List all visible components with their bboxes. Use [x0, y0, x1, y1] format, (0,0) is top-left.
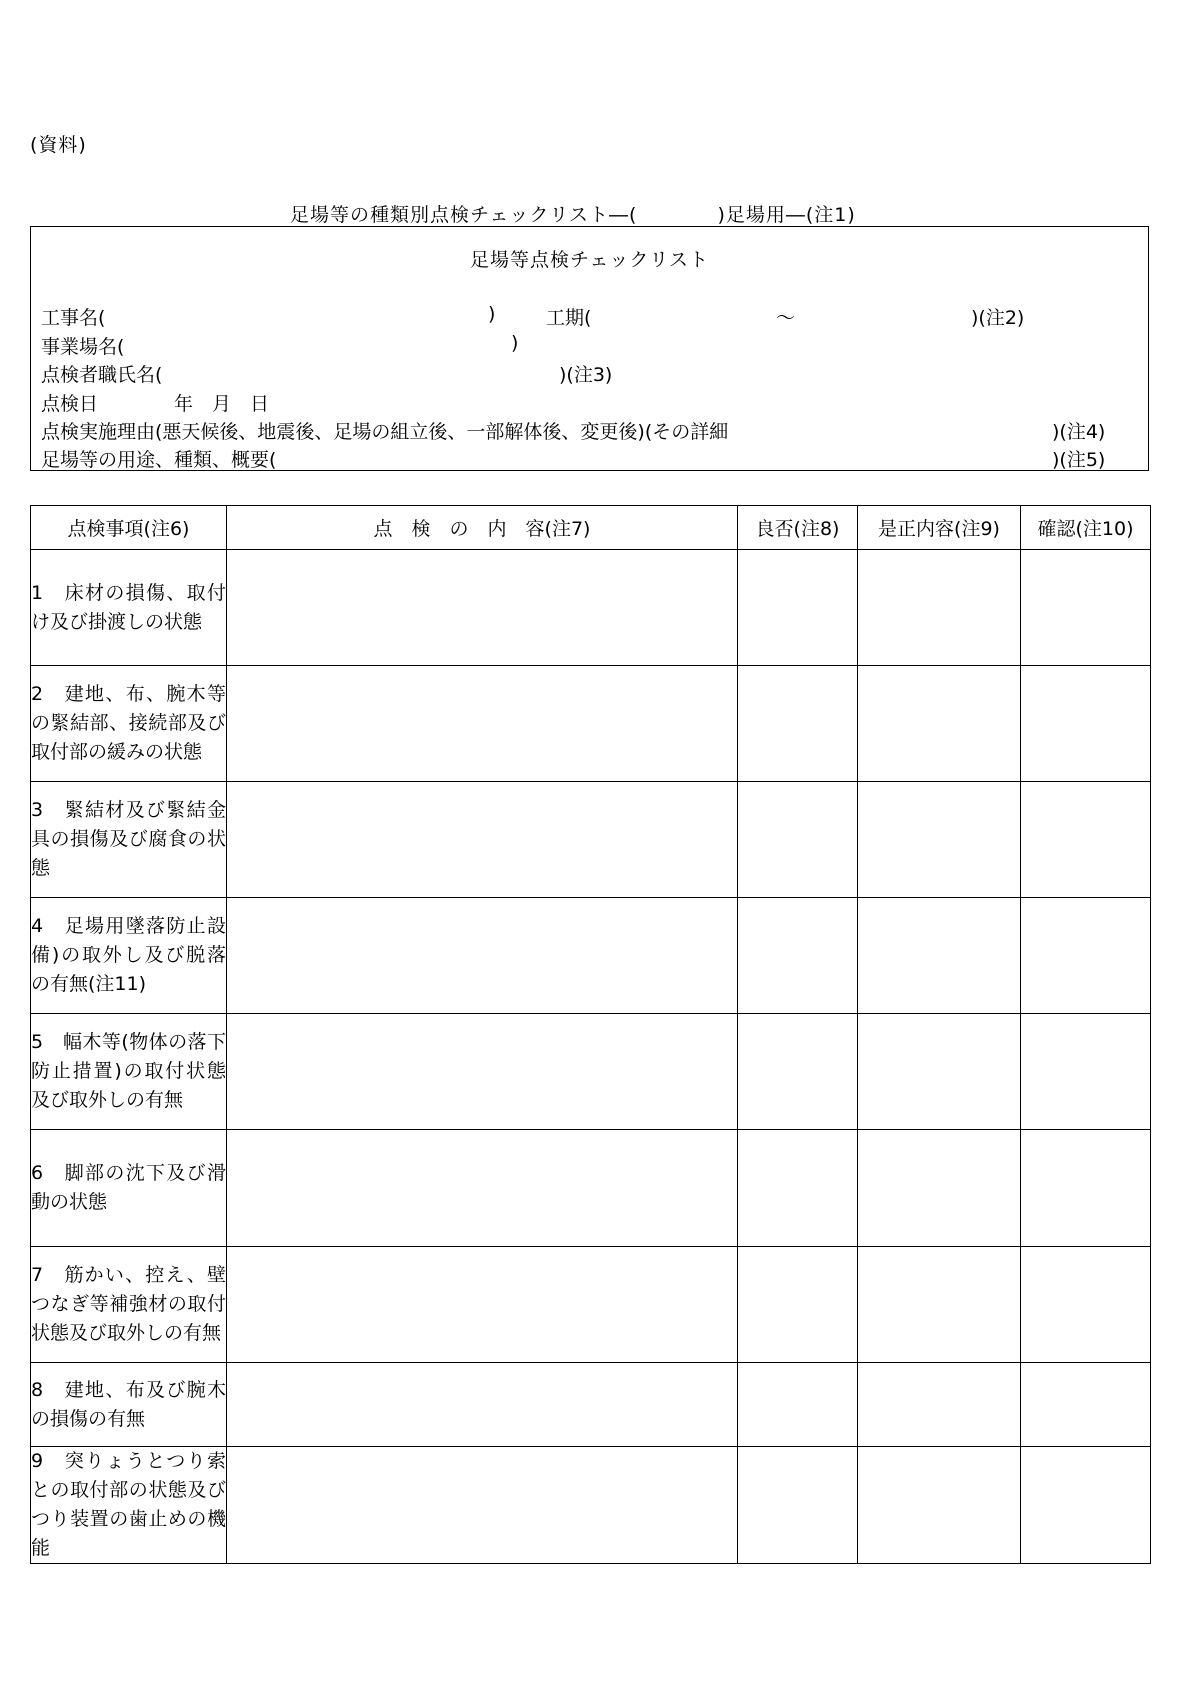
table-row [31, 782, 1151, 898]
workplace-name-label: 事業場名( [41, 336, 125, 358]
inspection-item-cell [31, 1247, 227, 1363]
column-header-pass-fail: 良否(注8) [738, 506, 858, 550]
inspection-item-text: 7 筋かい、控え、壁つなぎ等補強材の取付状態及び取外しの有無 [31, 1264, 226, 1344]
confirmation-cell[interactable] [1021, 1247, 1151, 1363]
checklist-box-title: 足場等点検チェックリスト [469, 249, 710, 271]
page-title: 足場等の種類別点検チェックリスト―( )足場用―(注1) [290, 204, 856, 226]
confirmation-cell[interactable] [1021, 1130, 1151, 1247]
inspection-item-cell [31, 1014, 227, 1130]
table-row [31, 1447, 1151, 1564]
column-header-inspection-content: 点 検 の 内 容(注7) [227, 506, 738, 550]
workplace-name-close: ) [511, 332, 519, 354]
inspector-note: )(注3) [559, 364, 613, 386]
column-header-inspection-item: 点検事項(注6) [31, 506, 227, 550]
inspection-item-text: 4 足場用墜落防止設備)の取外し及び脱落の有無(注11) [31, 915, 226, 995]
table-row [31, 1363, 1151, 1447]
corrective-action-cell[interactable] [858, 1014, 1021, 1130]
pass-fail-cell[interactable] [738, 550, 858, 666]
period-tilde: ～ [776, 307, 796, 329]
content-cell[interactable] [227, 666, 738, 782]
pass-fail-cell[interactable] [738, 1014, 858, 1130]
corrective-action-cell[interactable] [858, 666, 1021, 782]
inspection-item-cell [31, 666, 227, 782]
table-row [31, 550, 1151, 666]
inspection-item-cell [31, 1130, 227, 1247]
content-cell[interactable] [227, 898, 738, 1014]
inspection-item-text: 2 建地、布、腕木等の緊結部、接続部及び取付部の緩みの状態 [31, 683, 226, 763]
reference-label: (資料) [30, 134, 87, 156]
confirmation-cell[interactable] [1021, 782, 1151, 898]
content-cell[interactable] [227, 782, 738, 898]
usage-label: 足場等の用途、種類、概要( [41, 449, 277, 471]
table-row [31, 898, 1151, 1014]
pass-fail-cell[interactable] [738, 666, 858, 782]
inspection-reason-label: 点検実施理由(悪天候後、地震後、足場の組立後、一部解体後、変更後)(その詳細 [41, 421, 729, 443]
content-cell[interactable] [227, 1447, 738, 1564]
checklist-header-box [30, 226, 1149, 471]
confirmation-cell[interactable] [1021, 1363, 1151, 1447]
table-row [31, 1247, 1151, 1363]
content-cell[interactable] [227, 1363, 738, 1447]
inspection-item-cell [31, 1447, 227, 1564]
confirmation-cell[interactable] [1021, 1447, 1151, 1564]
content-cell[interactable] [227, 550, 738, 666]
confirmation-cell[interactable] [1021, 1014, 1151, 1130]
inspection-item-text: 1 床材の損傷、取付け及び掛渡しの状態 [31, 581, 226, 633]
confirmation-cell[interactable] [1021, 550, 1151, 666]
period-label: 工期( [546, 307, 592, 329]
inspection-item-text: 8 建地、布及び腕木の損傷の有無 [31, 1378, 226, 1430]
inspection-checklist-table [30, 505, 1151, 1564]
inspection-item-text: 6 脚部の沈下及び滑動の状態 [31, 1162, 226, 1213]
column-header-corrective-action: 是正内容(注9) [858, 506, 1021, 550]
table-row [31, 1130, 1151, 1247]
corrective-action-cell[interactable] [858, 1363, 1021, 1447]
construction-name-close: ) [488, 303, 496, 325]
inspector-label: 点検者職氏名( [41, 364, 163, 386]
table-row [31, 1014, 1151, 1130]
content-cell[interactable] [227, 1130, 738, 1247]
pass-fail-cell[interactable] [738, 1247, 858, 1363]
usage-note: )(注5) [1052, 449, 1106, 471]
inspection-reason-note: )(注4) [1052, 421, 1106, 443]
inspection-item-text: 3 緊結材及び緊結金具の損傷及び腐食の状態 [31, 799, 226, 879]
table-row [31, 666, 1151, 782]
inspection-item-cell [31, 898, 227, 1014]
inspection-item-cell [31, 782, 227, 898]
confirmation-cell[interactable] [1021, 666, 1151, 782]
corrective-action-cell[interactable] [858, 782, 1021, 898]
content-cell[interactable] [227, 1014, 738, 1130]
pass-fail-cell[interactable] [738, 898, 858, 1014]
corrective-action-cell[interactable] [858, 550, 1021, 666]
pass-fail-cell[interactable] [738, 1447, 858, 1564]
period-note: )(注2) [971, 307, 1025, 329]
inspection-item-text: 5 幅木等(物体の落下防止措置)の取付状態及び取外しの有無 [31, 1031, 226, 1111]
corrective-action-cell[interactable] [858, 898, 1021, 1014]
table-header-row [31, 506, 1151, 550]
corrective-action-cell[interactable] [858, 1130, 1021, 1247]
corrective-action-cell[interactable] [858, 1247, 1021, 1363]
pass-fail-cell[interactable] [738, 1363, 858, 1447]
inspection-item-text: 9 突りょうとつり索との取付部の状態及びつり装置の歯止めの機能 [31, 1450, 226, 1559]
content-cell[interactable] [227, 1247, 738, 1363]
inspection-item-cell [31, 550, 227, 666]
confirmation-cell[interactable] [1021, 898, 1151, 1014]
pass-fail-cell[interactable] [738, 1130, 858, 1247]
pass-fail-cell[interactable] [738, 782, 858, 898]
inspection-item-cell [31, 1363, 227, 1447]
construction-name-label: 工事名( [41, 307, 106, 329]
corrective-action-cell[interactable] [858, 1447, 1021, 1564]
inspection-date: 点検日 年 月 日 [41, 393, 270, 415]
column-header-confirmation: 確認(注10) [1021, 506, 1151, 550]
